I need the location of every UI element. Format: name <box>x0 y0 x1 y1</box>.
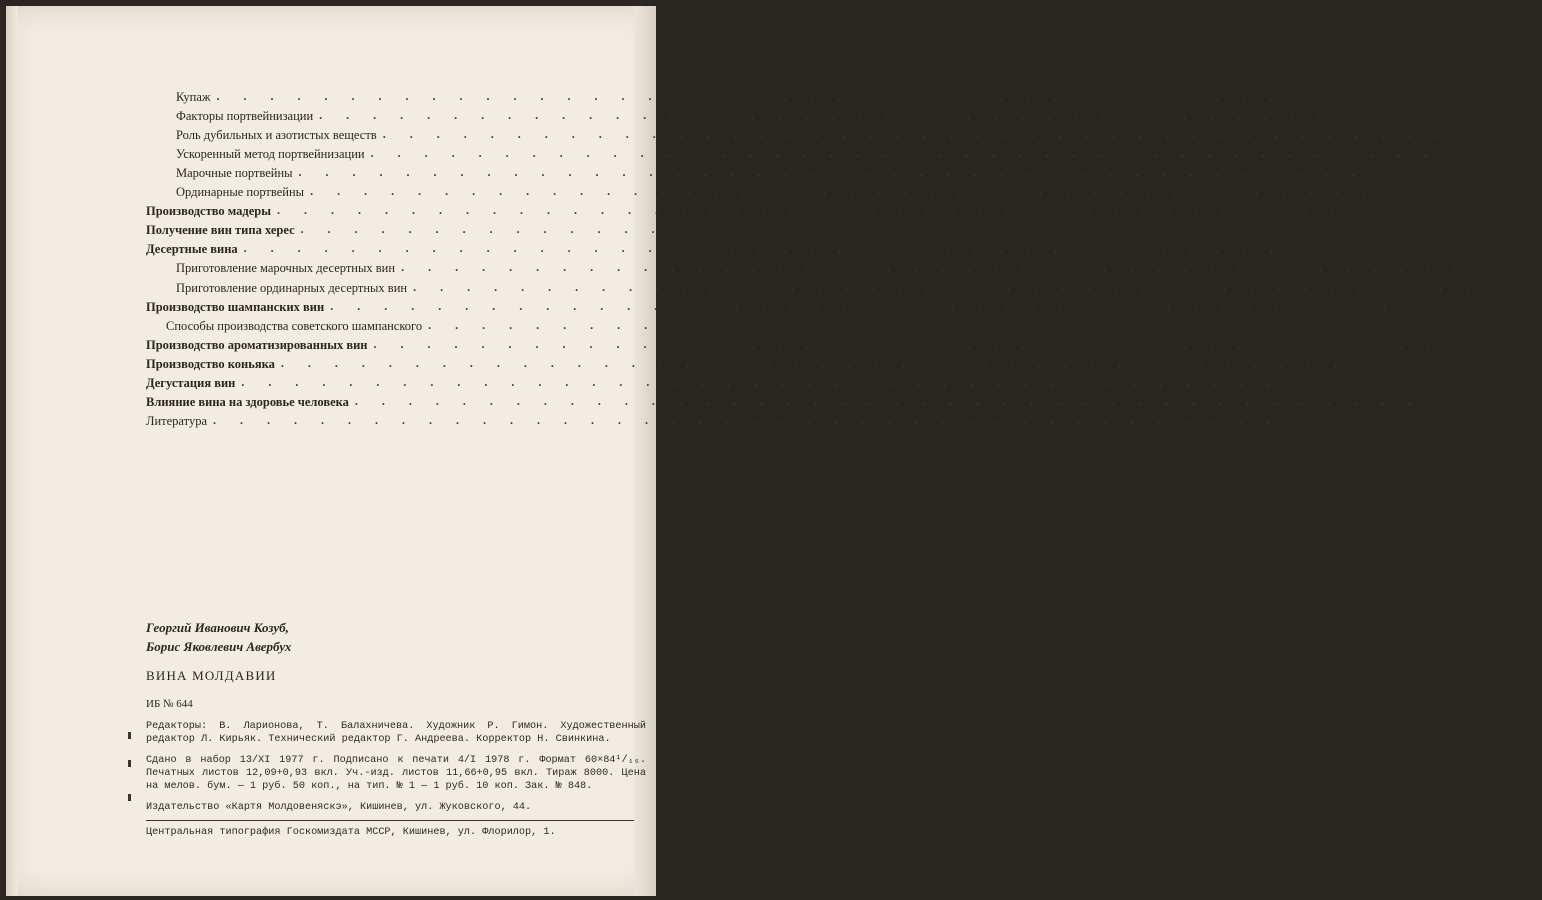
toc-leader-dots: ........................................ <box>413 279 1494 294</box>
toc-entry-page: 121 <box>1372 204 1392 219</box>
print-info: Сдано в набор 13/XI 1977 г. Подписано к печати 4/I 1978 г. Формат 60×84¹/₁₆. Печатных листов 12,09+0,93 вкл. Уч.-изд. листов 11,66+0,95 вкл. Тираж 8000. Цена на мелов. бум. — 1 руб. 50 коп., на тип. № 1 — 1 руб. 10 коп. Зак. № 848. <box>146 755 646 792</box>
toc-entry-page: 106 <box>1311 90 1331 105</box>
toc-entry <box>146 257 1516 276</box>
toc-entry-page: 181 <box>1376 356 1395 371</box>
toc-entry-title: Дегустация вин <box>146 375 236 390</box>
toc-entry <box>146 372 1356 391</box>
page-spine-shadow <box>6 6 18 896</box>
author-1: Георгий Иванович Козуб, <box>146 620 289 635</box>
colophon <box>146 618 646 839</box>
toc-leader-dots: ........................................ <box>373 336 1454 351</box>
toc-entry-page: 114 <box>1466 147 1485 162</box>
toc-entry <box>146 296 1445 315</box>
ib-number: ИБ № 644 <box>146 698 193 710</box>
divider <box>146 820 634 821</box>
toc-leader-dots: ........................................ <box>277 203 1358 218</box>
toc-leader-dots: ........................................ <box>370 146 1451 161</box>
toc-entry <box>146 315 1542 334</box>
printer-info: Центральная типография Госкомиздата МССР, Кишинев, ул. Флорилор, 1. <box>146 827 556 838</box>
book-page <box>6 6 1542 896</box>
toc-leader-dots: ........................................ <box>401 260 1482 275</box>
toc-entry-title: Способы производства советского шампанского <box>166 318 423 333</box>
toc-entry-title: Десертные вина <box>146 242 238 257</box>
toc-entry <box>146 181 1425 200</box>
toc-entry-page: 140 <box>1496 261 1516 276</box>
authors <box>146 618 646 656</box>
toc-entry-title: Роль дубильных и азотистых веществ <box>176 128 377 143</box>
toc-entry-page: 151 <box>1508 280 1528 295</box>
toc-entry <box>146 334 1488 353</box>
toc-entry <box>146 391 1469 410</box>
toc-entry-title: Ординарные портвейны <box>176 185 305 200</box>
toc-leader-dots: ........................................ <box>382 127 1463 142</box>
toc-entry-page: 117 <box>1394 166 1413 181</box>
toc-entry-page: 119 <box>1405 185 1425 200</box>
toc-entry-page: 200 <box>1450 394 1469 409</box>
toc-entry-title: Приготовление марочных десертных вин <box>176 261 396 276</box>
toc-leader-dots: ........................................ <box>213 412 1293 427</box>
table-of-contents <box>146 86 1542 429</box>
toc-entry-title: Факторы портвейнизации <box>176 109 314 124</box>
publisher-info: Издательство «Картя Молдовеняскэ», Кишинев, ул. Жуковского, 44. <box>146 802 532 813</box>
toc-leader-dots: ........................................ <box>243 241 1324 256</box>
toc-entry <box>146 86 1331 105</box>
toc-entry-page: 206 <box>1308 413 1327 428</box>
toc-entry <box>146 353 1395 372</box>
toc-entry <box>146 238 1358 257</box>
toc-entry-title: Влияние вина на здоровье человека <box>146 394 349 409</box>
toc-entry-page: 194 <box>1336 375 1356 390</box>
toc-entry-page: 112 <box>1478 128 1497 143</box>
toc-entry <box>146 276 1528 295</box>
toc-entry-page: 140 <box>1338 242 1358 257</box>
editors-credits: Редакторы: В. Ларионова, Т. Балахничева. Художник Р. Гимон. Художественный редактор Л. Кирьяк. Технический редактор Г. Андреева. Корректор Н. Свинкина. <box>146 721 646 745</box>
binding-marks <box>126 706 138 826</box>
toc-leader-dots: ........................................ <box>298 165 1379 180</box>
toc-entry-title: Ускоренный метод портвейнизации <box>176 147 365 162</box>
toc-entry <box>146 124 1497 143</box>
toc-entry-title: Производство коньяка <box>146 356 275 371</box>
toc-entry <box>146 143 1485 162</box>
toc-entry <box>146 105 1434 124</box>
toc-entry-title: Производство шампанских вин <box>146 299 325 314</box>
toc-entry-title: Производство ароматизированных вин <box>146 337 368 352</box>
author-2: Борис Яковлевич Авербух <box>146 639 292 654</box>
toc-leader-dots: ........................................ <box>300 222 1381 237</box>
toc-entry <box>146 200 1392 219</box>
toc-entry-title: Производство мадеры <box>146 204 272 219</box>
toc-leader-dots: ........................................ <box>241 374 1322 389</box>
toc-entry-title: Приготовление ординарных десертных вин <box>176 280 408 295</box>
toc-leader-dots: ........................................ <box>310 184 1391 199</box>
toc-leader-dots: ........................................ <box>280 355 1361 370</box>
toc-entry-page: 157 <box>1425 299 1445 314</box>
book-title: ВИНА МОЛДАВИИ <box>146 668 277 683</box>
toc-entry-title: Литература <box>146 413 207 428</box>
toc-entry-page: 109 <box>1414 109 1434 124</box>
toc-entry-page: 163 <box>1523 318 1542 333</box>
toc-leader-dots: ........................................ <box>216 89 1297 104</box>
toc-leader-dots: ........................................ <box>330 298 1411 313</box>
toc-leader-dots: ........................................ <box>319 108 1400 123</box>
toc-entry <box>146 162 1413 181</box>
toc-entry-title: Купаж <box>176 90 211 105</box>
toc-leader-dots: ........................................ <box>354 393 1435 408</box>
toc-entry-title: Получение вин типа херес <box>146 223 295 238</box>
toc-entry <box>146 219 1415 238</box>
toc-entry-page: 125 <box>1395 223 1415 238</box>
toc-entry <box>146 410 1327 429</box>
toc-entry-page: 176 <box>1468 337 1488 352</box>
toc-leader-dots: ........................................ <box>428 317 1509 332</box>
toc-entry-title: Марочные портвейны <box>176 166 293 181</box>
